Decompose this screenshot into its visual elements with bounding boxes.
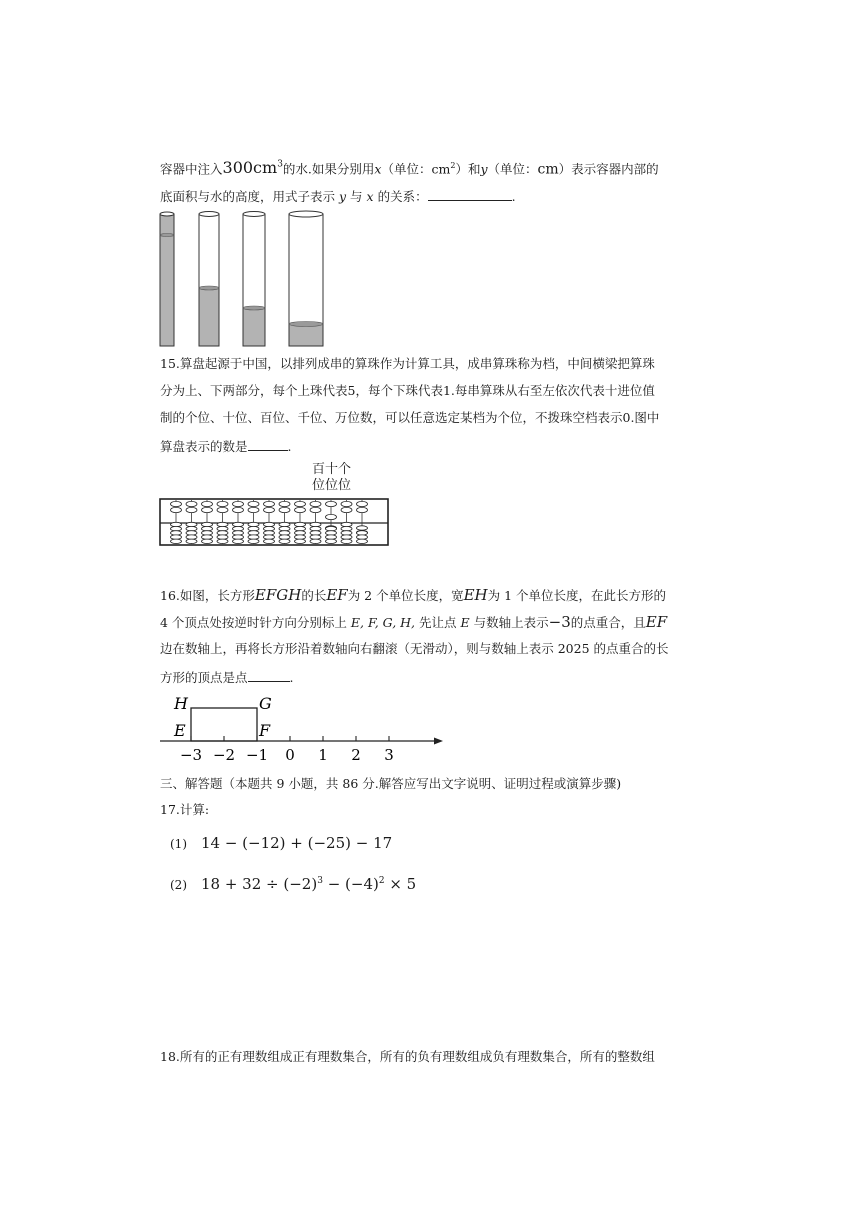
q15-line4: 算盘表示的数是 . (160, 439, 292, 454)
q16-line3: 边在数轴上，再将长方形沿着数轴向右翻滚（无滑动），则与数轴上表示 2025 的点重合的长 (160, 641, 669, 656)
answer-blank[interactable] (248, 437, 288, 451)
axis-tick-label: 0 (285, 746, 295, 764)
q15-line3: 制的个位、十位、百位、千位、万位数，可以任意选定某档为个位，不拨珠空档表示0.图中 (160, 410, 660, 425)
abacus-figure (158, 497, 392, 549)
q17-part2: (2) $18 + 32 \div (-2)^3 - (-4)^2 \times 5$ (170, 875, 417, 893)
abacus-upper-bead (310, 507, 321, 512)
abacus-lower-bead (202, 539, 213, 543)
abacus-upper-bead (357, 507, 368, 512)
abacus-lower-bead (171, 531, 182, 535)
abacus-lower-bead (279, 539, 290, 543)
cylinder-4 (289, 211, 323, 346)
abacus-lower-bead (171, 539, 182, 543)
abacus-upper-bead (357, 501, 368, 506)
abacus-lower-bead (248, 522, 259, 526)
abacus-lower-bead (295, 527, 306, 531)
abacus-upper-bead (233, 507, 244, 512)
volume-value: $300cm^3$ (222, 158, 283, 178)
abacus-lower-bead (202, 522, 213, 526)
abacus-lower-bead (217, 531, 228, 535)
answer-blank[interactable] (428, 187, 512, 201)
abacus-lower-bead (248, 531, 259, 535)
abacus-lower-bead (341, 539, 352, 543)
abacus-lower-bead (217, 522, 228, 526)
abacus-lower-bead (248, 527, 259, 531)
axis-tick-label: −2 (212, 746, 236, 764)
section-heading: 三、解答题（本题共 9 小题，共 86 分.解答应写出文字说明、证明过程或演算步骤) (160, 776, 622, 791)
abacus-upper-bead (248, 501, 259, 506)
abacus-upper-bead (326, 501, 337, 506)
abacus-lower-bead (279, 535, 290, 539)
axis-tick-label: −1 (245, 746, 269, 764)
abacus-lower-bead (186, 522, 197, 526)
abacus-lower-bead (248, 535, 259, 539)
abacus-upper-bead (202, 507, 213, 512)
abacus-upper-bead (341, 507, 352, 512)
abacus-upper-bead (186, 507, 197, 512)
abacus-lower-bead (202, 527, 213, 531)
abacus-lower-bead (233, 527, 244, 531)
abacus-lower-bead (171, 527, 182, 531)
abacus-lower-bead (217, 535, 228, 539)
abacus-lower-bead (171, 535, 182, 539)
abacus-lower-bead (186, 527, 197, 531)
abacus-upper-bead (248, 507, 259, 512)
abacus-label-bottom: 位位位 (312, 478, 352, 493)
answer-blank[interactable] (248, 668, 290, 682)
abacus-lower-bead (295, 531, 306, 535)
abacus-lower-bead (264, 522, 275, 526)
axis-tick-label: 1 (318, 746, 328, 764)
abacus-upper-bead (171, 507, 182, 512)
abacus-lower-bead (202, 535, 213, 539)
q14-line2: 底面积与水的高度，用式子表示 y 与 x 的关系： . (160, 189, 516, 204)
label-f: F (259, 721, 271, 740)
numberline-figure (160, 694, 450, 766)
abacus-upper-bead (202, 501, 213, 506)
abacus-lower-bead (357, 535, 368, 539)
abacus-lower-bead (310, 531, 321, 535)
abacus-lower-bead (357, 539, 368, 543)
abacus-lower-bead (341, 531, 352, 535)
abacus-lower-bead (310, 535, 321, 539)
abacus-upper-bead (310, 501, 321, 506)
q16-line2: 4 个顶点处按逆时针方向分别标上 E, F, G, H, 先让点 E 与数轴上表示−3的点重合，且EF (160, 613, 668, 631)
abacus-lower-bead (264, 527, 275, 531)
abacus-upper-bead (186, 501, 197, 506)
cylinder-3 (243, 212, 265, 347)
axis-tick-label: 2 (351, 746, 361, 764)
q15-line2: 分为上、下两部分，每个上珠代表5，每个下珠代表1.每串算珠从右至左依次代表十进位值 (160, 383, 655, 398)
abacus-lower-bead (264, 535, 275, 539)
abacus-lower-bead (295, 522, 306, 526)
abacus-upper-bead (264, 501, 275, 506)
abacus-upper-bead (264, 507, 275, 512)
q16-line4: 方形的顶点是点 . (160, 670, 294, 685)
axis-tick-label: 3 (384, 746, 394, 764)
abacus-upper-bead (341, 501, 352, 506)
abacus-upper-bead (217, 501, 228, 506)
abacus-lower-bead (341, 527, 352, 531)
abacus-lower-bead (171, 522, 182, 526)
abacus-upper-bead (279, 507, 290, 512)
abacus-lower-bead (310, 527, 321, 531)
abacus-lower-bead (357, 526, 368, 530)
abacus-lower-bead (186, 531, 197, 535)
label-e: E (174, 721, 186, 740)
abacus-lower-bead (217, 539, 228, 543)
q17-title: 17.计算: (160, 802, 210, 817)
q14-line1: 容器中注入$300cm^3$的水.如果分别用x（单位：$cm^2$）和y（单位：cm）表示容器内部的 (160, 158, 659, 178)
abacus-lower-bead (202, 531, 213, 535)
abacus-lower-bead (310, 522, 321, 526)
abacus-lower-bead (326, 539, 337, 543)
abacus-upper-bead (279, 501, 290, 506)
abacus-lower-bead (341, 522, 352, 526)
axis-arrow (434, 738, 443, 745)
abacus-upper-bead (295, 507, 306, 512)
q17-part1: (1) 14 − (−12) + (−25) − 17 (170, 834, 393, 852)
abacus-lower-bead (310, 539, 321, 543)
abacus-lower-bead (233, 539, 244, 543)
abacus-lower-bead (326, 527, 337, 531)
abacus-upper-bead (233, 501, 244, 506)
q15-line1: 15.算盘起源于中国，以排列成串的算珠作为计算工具，成串算珠称为档，中间横梁把算珠 (160, 356, 655, 371)
abacus-lower-bead (248, 539, 259, 543)
abacus-label-top: 百十个 (312, 462, 352, 477)
abacus-lower-bead (326, 531, 337, 535)
abacus-upper-bead (326, 514, 337, 519)
abacus-upper-bead (217, 507, 228, 512)
abacus-lower-bead (186, 535, 197, 539)
abacus-lower-bead (217, 527, 228, 531)
abacus-lower-bead (233, 531, 244, 535)
abacus-lower-bead (233, 535, 244, 539)
abacus-lower-bead (279, 522, 290, 526)
label-g: G (259, 694, 272, 713)
cylinders-figure (155, 208, 335, 350)
abacus-lower-bead (341, 535, 352, 539)
abacus-lower-bead (233, 522, 244, 526)
label-h: H (174, 694, 188, 713)
abacus-lower-bead (357, 531, 368, 535)
abacus-lower-bead (295, 539, 306, 543)
axis-tick-label: −3 (179, 746, 203, 764)
abacus-upper-bead (171, 501, 182, 506)
abacus-lower-bead (186, 539, 197, 543)
abacus-lower-bead (326, 535, 337, 539)
abacus-lower-bead (264, 531, 275, 535)
abacus-lower-bead (279, 531, 290, 535)
q18-line1: 18.所有的正有理数组成正有理数集合，所有的负有理数组成负有理数集合，所有的整数组 (160, 1049, 655, 1064)
abacus-lower-bead (264, 539, 275, 543)
q16-line1: 16.如图，长方形EFGH的长EF为 2 个单位长度，宽EH为 1 个单位长度，在此长方形的 (160, 586, 667, 604)
abacus-upper-bead (295, 501, 306, 506)
abacus-lower-bead (279, 527, 290, 531)
abacus-lower-bead (295, 535, 306, 539)
cylinder-1 (160, 212, 174, 346)
cylinder-2 (199, 212, 219, 347)
